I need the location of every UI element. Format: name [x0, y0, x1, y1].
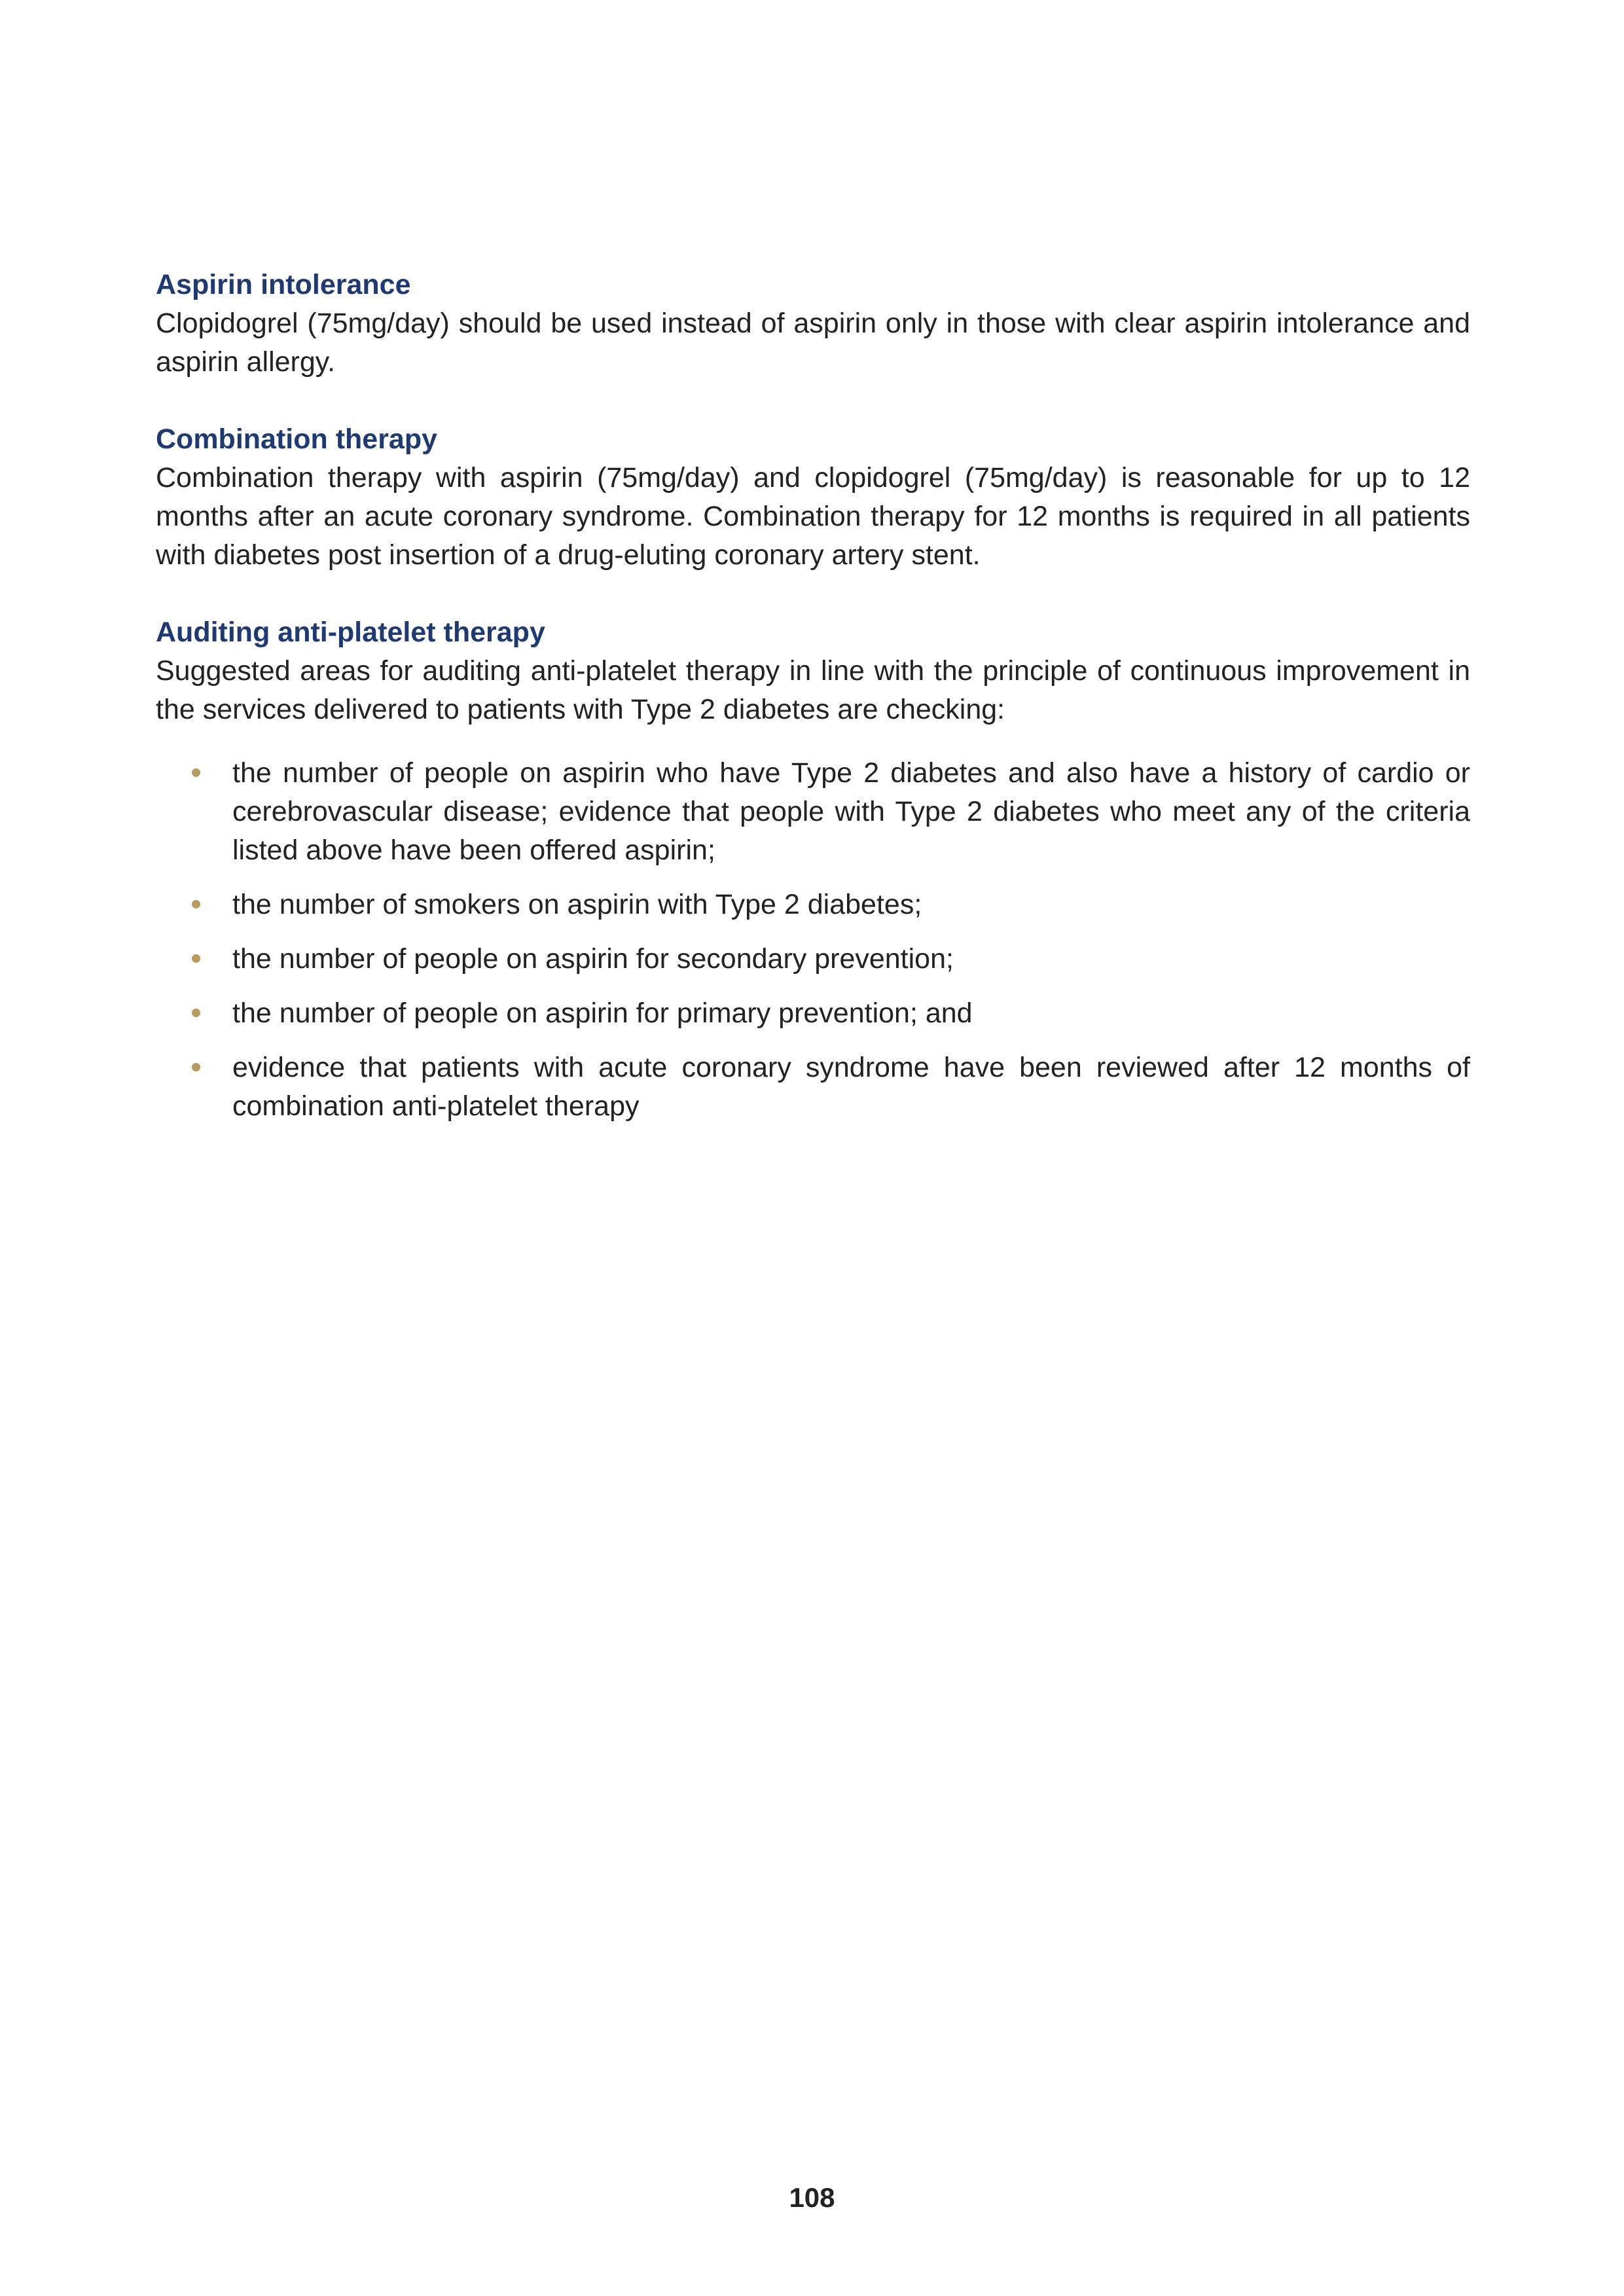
section-paragraph: Combination therapy with aspirin (75mg/day) and clopidogrel (75mg/day) is reasonable for up to 12 months after an acute coronary syndrome. Combination therapy for 12 months is required in all patients with diabetes post insertion of a drug-eluting coronary artery stent.: [156, 462, 1470, 571]
list-item-text: the number of people on aspirin for secondary prevention;: [232, 943, 954, 975]
list-item-text: evidence that patients with acute coronary syndrome have been reviewed after 12 months of combination anti-platelet therapy: [232, 1052, 1470, 1122]
section-paragraph: Suggested areas for auditing anti-platelet therapy in line with the principle of continuous improvement in the services delivered to patients with Type 2 diabetes are checking:: [156, 655, 1470, 725]
bullet-dot-icon: [192, 768, 200, 777]
list-item: [156, 994, 1470, 1033]
section-heading: Auditing anti-platelet therapy: [156, 617, 545, 648]
bullet-dot-icon: [192, 900, 200, 908]
list-item-text: the number of smokers on aspirin with Type 2 diabetes;: [232, 889, 922, 920]
section-heading: Combination therapy: [156, 423, 438, 455]
list-item: [156, 940, 1470, 978]
section-paragraph: Clopidogrel (75mg/day) should be used instead of aspirin only in those with clear aspirin intolerance and aspirin allergy.: [156, 308, 1470, 378]
list-item-text: the number of people on aspirin who have Type 2 diabetes and also have a history of cardio or cerebrovascular disease; evidence that people with Type 2 diabetes who meet any of the criteria listed above have been offered aspirin;: [232, 757, 1470, 866]
section-heading: Aspirin intolerance: [156, 269, 411, 300]
document-body: [156, 265, 1470, 1164]
bullet-dot-icon: [192, 1009, 200, 1017]
list-item: [156, 754, 1470, 870]
bullet-dot-icon: [192, 954, 200, 963]
page-number: 108: [789, 2182, 835, 2213]
audit-checklist: [156, 754, 1470, 1126]
list-item-text: the number of people on aspirin for primary prevention; and: [232, 997, 973, 1029]
list-item: [156, 1049, 1470, 1126]
section-auditing-anti-platelet-therapy: [156, 613, 1470, 1126]
bullet-dot-icon: [192, 1063, 200, 1071]
section-combination-therapy: [156, 420, 1470, 575]
section-aspirin-intolerance: [156, 265, 1470, 382]
list-item: [156, 886, 1470, 924]
